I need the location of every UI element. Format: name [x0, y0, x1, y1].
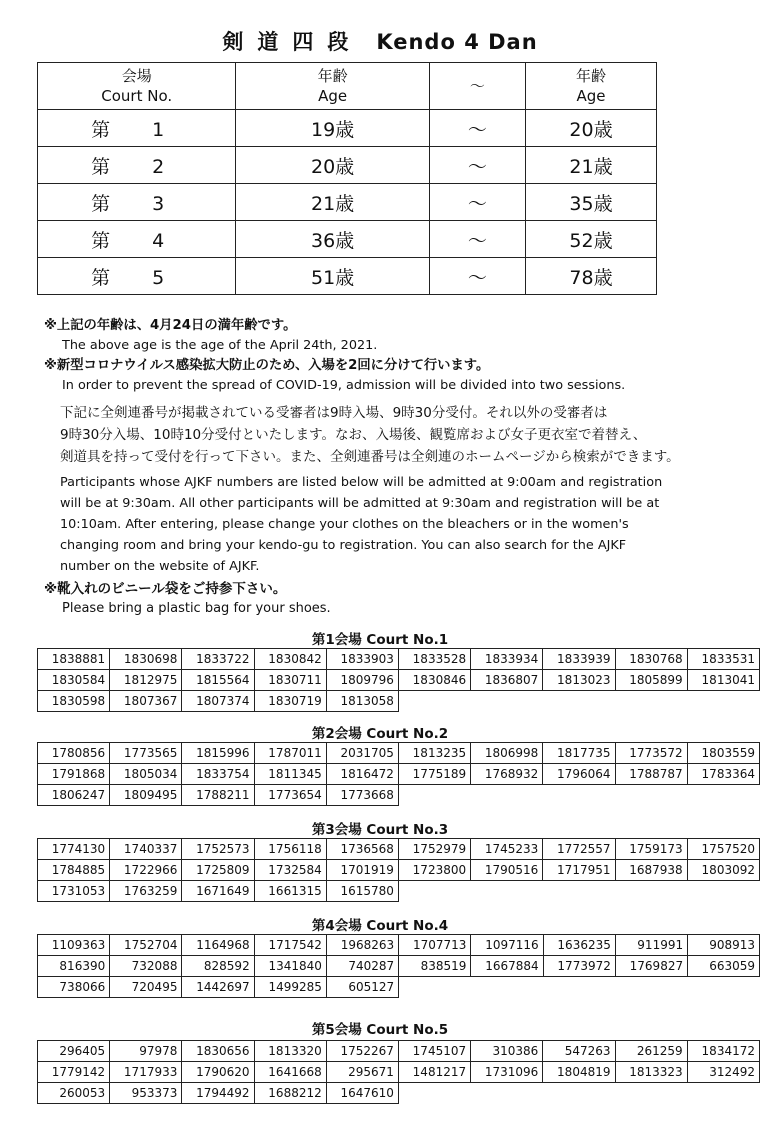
ajkf-number-cell: 310386 — [471, 1041, 543, 1062]
age-from: 20歳 — [236, 147, 429, 184]
ajkf-number-cell: 1647610 — [326, 1083, 398, 1104]
empty-cell — [471, 977, 543, 998]
ajkf-number-cell: 1745107 — [398, 1041, 470, 1062]
ajkf-number-cell: 1731096 — [471, 1062, 543, 1083]
para-jp-line: 剣道具を持って受付を行って下さい。また、全剣連番号は全剣連のホームページから検索ができます。 — [60, 449, 680, 465]
table-row — [38, 743, 760, 764]
ajkf-number-cell: 1816472 — [326, 764, 398, 785]
para-en-line: will be at 9:30am. All other participants will be admitted at 9:30am and registration will be at — [60, 496, 660, 511]
ajkf-number-cell: 1641668 — [254, 1062, 326, 1083]
ajkf-number-cell: 1833528 — [398, 649, 470, 670]
empty-cell — [543, 1083, 615, 1104]
age-tilde: ～ — [429, 110, 525, 147]
ajkf-number-cell: 1813323 — [615, 1062, 687, 1083]
court-number-table — [37, 934, 760, 998]
court-title: 第4会場 Court No.4 — [311, 918, 449, 934]
header-court — [38, 63, 236, 110]
ajkf-number-cell: 1725809 — [182, 860, 254, 881]
age-tilde: ～ — [429, 147, 525, 184]
ajkf-number-cell: 312492 — [687, 1062, 759, 1083]
ajkf-number-cell: 1791868 — [38, 764, 110, 785]
para-en-line: changing room and bring your kendo-gu to registration. You can also search for the AJKF — [60, 538, 627, 553]
age-table-header — [38, 63, 657, 110]
ajkf-number-cell: 1830598 — [38, 691, 110, 712]
age-to: 20歳 — [525, 110, 656, 147]
ajkf-number-cell: 720495 — [110, 977, 182, 998]
ajkf-number-cell: 1667884 — [471, 956, 543, 977]
ajkf-number-cell: 1097116 — [471, 935, 543, 956]
age-row — [38, 258, 657, 295]
title-en: Kendo 4 Dan — [376, 30, 538, 54]
age-from: 19歳 — [236, 110, 429, 147]
ajkf-number-cell: 1813235 — [398, 743, 470, 764]
ajkf-number-cell: 260053 — [38, 1083, 110, 1104]
table-row — [38, 935, 760, 956]
header-age — [236, 63, 429, 110]
ajkf-number-cell: 1817735 — [543, 743, 615, 764]
ajkf-number-cell: 1809495 — [110, 785, 182, 806]
ajkf-number-cell: 1779142 — [38, 1062, 110, 1083]
ajkf-number-cell: 1833934 — [471, 649, 543, 670]
empty-cell — [615, 785, 687, 806]
court-number-table — [37, 1040, 760, 1104]
ajkf-number-cell: 1752573 — [182, 839, 254, 860]
ajkf-number-cell: 1775189 — [398, 764, 470, 785]
para-en-line: number on the website of AJKF. — [60, 559, 260, 574]
age-to: 52歳 — [525, 221, 656, 258]
header-court-en: Court No. — [101, 87, 173, 105]
ajkf-number-cell: 1803092 — [687, 860, 759, 881]
note-covid-en: In order to prevent the spread of COVID-19, admission will be divided into two sessions. — [62, 378, 626, 393]
ajkf-number-cell: 1687938 — [615, 860, 687, 881]
table-row — [38, 1041, 760, 1062]
empty-cell — [398, 1083, 470, 1104]
ajkf-number-cell: 1807374 — [182, 691, 254, 712]
ajkf-number-cell: 295671 — [326, 1062, 398, 1083]
ajkf-number-cell: 1707713 — [399, 935, 471, 956]
empty-cell — [687, 881, 759, 902]
court-number-table — [37, 648, 760, 712]
ajkf-number-cell: 1481217 — [398, 1062, 470, 1083]
ajkf-number-cell: 1813320 — [254, 1041, 326, 1062]
ajkf-number-cell: 1830846 — [398, 670, 470, 691]
ajkf-number-cell: 1723800 — [398, 860, 470, 881]
ajkf-number-cell: 908913 — [688, 935, 760, 956]
court-cell: 第 4 — [38, 221, 236, 258]
empty-cell — [615, 881, 687, 902]
header-age-jp: 年齢 — [317, 67, 348, 85]
ajkf-number-cell: 1701919 — [326, 860, 398, 881]
ajkf-number-cell: 1769827 — [615, 956, 687, 977]
bag-note-jp: ※靴入れのビニール袋をご持参下さい。 — [44, 581, 287, 597]
ajkf-number-cell: 1773654 — [254, 785, 326, 806]
empty-cell — [398, 691, 470, 712]
ajkf-number-cell: 547263 — [543, 1041, 615, 1062]
ajkf-number-cell: 1773572 — [615, 743, 687, 764]
court-title: 第5会場 Court No.5 — [311, 1022, 449, 1038]
ajkf-number-cell: 1752979 — [398, 839, 470, 860]
empty-cell — [615, 1083, 687, 1104]
ajkf-number-cell: 1732584 — [254, 860, 326, 881]
ajkf-number-cell: 1442697 — [182, 977, 254, 998]
ajkf-number-cell: 1768932 — [471, 764, 543, 785]
empty-cell — [471, 785, 543, 806]
notes — [44, 316, 744, 396]
court-number-table — [37, 838, 760, 902]
empty-cell — [615, 977, 687, 998]
age-to: 21歳 — [525, 147, 656, 184]
empty-cell — [471, 881, 543, 902]
ajkf-number-cell: 1745233 — [471, 839, 543, 860]
empty-cell — [543, 691, 615, 712]
ajkf-number-cell: 816390 — [38, 956, 110, 977]
ajkf-number-cell: 911991 — [615, 935, 687, 956]
ajkf-number-cell: 740287 — [326, 956, 398, 977]
table-row — [38, 649, 760, 670]
court-title: 第1会場 Court No.1 — [311, 632, 449, 648]
ajkf-number-cell: 1836807 — [471, 670, 543, 691]
age-from: 21歳 — [236, 184, 429, 221]
bag-note — [44, 580, 331, 618]
age-from: 51歳 — [236, 258, 429, 295]
court-cell: 第 1 — [38, 110, 236, 147]
ajkf-number-cell: 1499285 — [254, 977, 326, 998]
ajkf-number-cell: 953373 — [110, 1083, 182, 1104]
age-tilde: ～ — [429, 184, 525, 221]
note-covid-jp: ※新型コロナウイルス感染拡大防止のため、入場を2回に分けて行います。 — [44, 358, 490, 373]
ajkf-number-cell: 1790620 — [182, 1062, 254, 1083]
ajkf-number-cell: 1809796 — [326, 670, 398, 691]
court-cell: 第 3 — [38, 184, 236, 221]
ajkf-number-cell: 1615780 — [326, 881, 398, 902]
ajkf-number-cell: 1815564 — [182, 670, 254, 691]
empty-cell — [688, 977, 760, 998]
ajkf-number-cell: 1833722 — [182, 649, 254, 670]
empty-cell — [398, 881, 470, 902]
ajkf-number-cell: 1815996 — [182, 743, 254, 764]
ajkf-number-cell: 1805034 — [110, 764, 182, 785]
court-title: 第3会場 Court No.3 — [311, 822, 449, 838]
ajkf-number-cell: 1722966 — [110, 860, 182, 881]
age-tilde: ～ — [429, 221, 525, 258]
empty-cell — [398, 785, 470, 806]
ajkf-number-cell: 1805899 — [615, 670, 687, 691]
empty-cell — [687, 691, 759, 712]
ajkf-number-cell: 1811345 — [254, 764, 326, 785]
ajkf-number-cell: 738066 — [38, 977, 110, 998]
ajkf-number-cell: 1688212 — [254, 1083, 326, 1104]
ajkf-number-cell: 1773972 — [543, 956, 615, 977]
ajkf-number-cell: 1731053 — [38, 881, 110, 902]
ajkf-number-cell: 1833903 — [326, 649, 398, 670]
ajkf-number-cell: 1109363 — [38, 935, 110, 956]
ajkf-number-cell: 1752267 — [326, 1041, 398, 1062]
table-row — [38, 839, 760, 860]
ajkf-number-cell: 1773668 — [326, 785, 398, 806]
court-cell: 第 2 — [38, 147, 236, 184]
ajkf-number-cell: 2031705 — [326, 743, 398, 764]
age-table — [37, 62, 657, 295]
age-row — [38, 221, 657, 258]
empty-cell — [471, 691, 543, 712]
ajkf-number-cell: 1830656 — [182, 1041, 254, 1062]
age-row — [38, 184, 657, 221]
ajkf-number-cell: 1834172 — [687, 1041, 759, 1062]
para-en-line: 10:10am. After entering, please change your clothes on the bleachers or in the women's — [60, 517, 629, 532]
ajkf-number-cell: 1813058 — [326, 691, 398, 712]
age-from: 36歳 — [236, 221, 429, 258]
ajkf-number-cell: 1784885 — [38, 860, 110, 881]
ajkf-number-cell: 1833754 — [182, 764, 254, 785]
table-row — [38, 764, 760, 785]
header-age-en: Age — [318, 87, 348, 105]
para-en-line: Participants whose AJKF numbers are listed below will be admitted at 9:00am and registration — [60, 475, 663, 490]
table-row — [38, 881, 760, 902]
note-age-jp: ※上記の年齢は、4月24日の満年齢です。 — [44, 318, 297, 333]
empty-cell — [543, 977, 615, 998]
ajkf-number-cell: 261259 — [615, 1041, 687, 1062]
table-row — [38, 691, 760, 712]
ajkf-number-cell: 1833939 — [543, 649, 615, 670]
ajkf-number-cell: 1790516 — [471, 860, 543, 881]
ajkf-number-cell: 838519 — [399, 956, 471, 977]
ajkf-number-cell: 1830698 — [110, 649, 182, 670]
ajkf-number-cell: 1830711 — [254, 670, 326, 691]
ajkf-number-cell: 1752704 — [110, 935, 182, 956]
ajkf-number-cell: 1812975 — [110, 670, 182, 691]
empty-cell — [399, 977, 471, 998]
ajkf-number-cell: 1341840 — [254, 956, 326, 977]
table-row — [38, 860, 760, 881]
table-row — [38, 956, 760, 977]
para-en-block — [60, 472, 750, 577]
table-row — [38, 785, 760, 806]
ajkf-number-cell: 1806998 — [471, 743, 543, 764]
header-age2-en: Age — [576, 87, 606, 105]
court-title: 第2会場 Court No.2 — [311, 726, 449, 742]
empty-cell — [687, 1083, 759, 1104]
ajkf-number-cell: 1717933 — [110, 1062, 182, 1083]
header-age2-jp: 年齢 — [575, 67, 606, 85]
ajkf-number-cell: 1736568 — [326, 839, 398, 860]
ajkf-number-cell: 1773565 — [110, 743, 182, 764]
admission-paragraph — [60, 402, 750, 577]
table-row — [38, 670, 760, 691]
header-tilde: ～ — [429, 63, 525, 110]
empty-cell — [471, 1083, 543, 1104]
age-tilde: ～ — [429, 258, 525, 295]
ajkf-number-cell: 1794492 — [182, 1083, 254, 1104]
ajkf-number-cell: 1661315 — [254, 881, 326, 902]
ajkf-number-cell: 1636235 — [543, 935, 615, 956]
ajkf-number-cell: 1796064 — [543, 764, 615, 785]
ajkf-number-cell: 1759173 — [615, 839, 687, 860]
empty-cell — [615, 691, 687, 712]
ajkf-number-cell: 97978 — [110, 1041, 182, 1062]
ajkf-number-cell: 1788787 — [615, 764, 687, 785]
ajkf-number-cell: 1838881 — [38, 649, 110, 670]
ajkf-number-cell: 1787011 — [254, 743, 326, 764]
empty-cell — [687, 785, 759, 806]
para-jp-line: 9時30分入場、10時10分受付といたします。なお、入場後、観覧席および女子更衣室で着替え、 — [60, 427, 647, 443]
bag-note-en: Please bring a plastic bag for your shoes. — [62, 601, 331, 616]
ajkf-number-cell: 1833531 — [687, 649, 759, 670]
age-row — [38, 147, 657, 184]
title-jp: 剣道四段 — [222, 30, 363, 54]
ajkf-number-cell: 1788211 — [182, 785, 254, 806]
ajkf-number-cell: 1813023 — [543, 670, 615, 691]
ajkf-number-cell: 605127 — [326, 977, 398, 998]
ajkf-number-cell: 1757520 — [687, 839, 759, 860]
header-age2 — [525, 63, 656, 110]
ajkf-number-cell: 1772557 — [543, 839, 615, 860]
ajkf-number-cell: 1763259 — [110, 881, 182, 902]
ajkf-number-cell: 1671649 — [182, 881, 254, 902]
ajkf-number-cell: 1804819 — [543, 1062, 615, 1083]
ajkf-number-cell: 828592 — [182, 956, 254, 977]
age-to: 35歳 — [525, 184, 656, 221]
ajkf-number-cell: 1780856 — [38, 743, 110, 764]
age-to: 78歳 — [525, 258, 656, 295]
ajkf-number-cell: 1803559 — [687, 743, 759, 764]
court-number-table — [37, 742, 760, 806]
ajkf-number-cell: 1756118 — [254, 839, 326, 860]
ajkf-number-cell: 1806247 — [38, 785, 110, 806]
table-row — [38, 1062, 760, 1083]
header-court-jp: 会場 — [121, 67, 152, 85]
ajkf-number-cell: 1783364 — [687, 764, 759, 785]
note-age-en: The above age is the age of the April 24th, 2021. — [62, 338, 378, 353]
ajkf-number-cell: 1807367 — [110, 691, 182, 712]
ajkf-number-cell: 1813041 — [687, 670, 759, 691]
ajkf-number-cell: 1164968 — [182, 935, 254, 956]
ajkf-number-cell: 1830584 — [38, 670, 110, 691]
table-row — [38, 1083, 760, 1104]
ajkf-number-cell: 1830842 — [254, 649, 326, 670]
ajkf-number-cell: 1774130 — [38, 839, 110, 860]
ajkf-number-cell: 663059 — [688, 956, 760, 977]
court-cell: 第 5 — [38, 258, 236, 295]
empty-cell — [543, 785, 615, 806]
age-row — [38, 110, 657, 147]
ajkf-number-cell: 1740337 — [110, 839, 182, 860]
ajkf-number-cell: 1717542 — [254, 935, 326, 956]
table-row — [38, 977, 760, 998]
ajkf-number-cell: 1968263 — [326, 935, 398, 956]
ajkf-number-cell: 1717951 — [543, 860, 615, 881]
para-jp-line: 下記に全剣連番号が掲載されている受審者は9時入場、9時30分受付。それ以外の受審者は — [60, 405, 608, 421]
ajkf-number-cell: 1830719 — [254, 691, 326, 712]
page-title — [0, 26, 760, 56]
empty-cell — [543, 881, 615, 902]
ajkf-number-cell: 296405 — [38, 1041, 110, 1062]
ajkf-number-cell: 1830768 — [615, 649, 687, 670]
ajkf-number-cell: 732088 — [110, 956, 182, 977]
